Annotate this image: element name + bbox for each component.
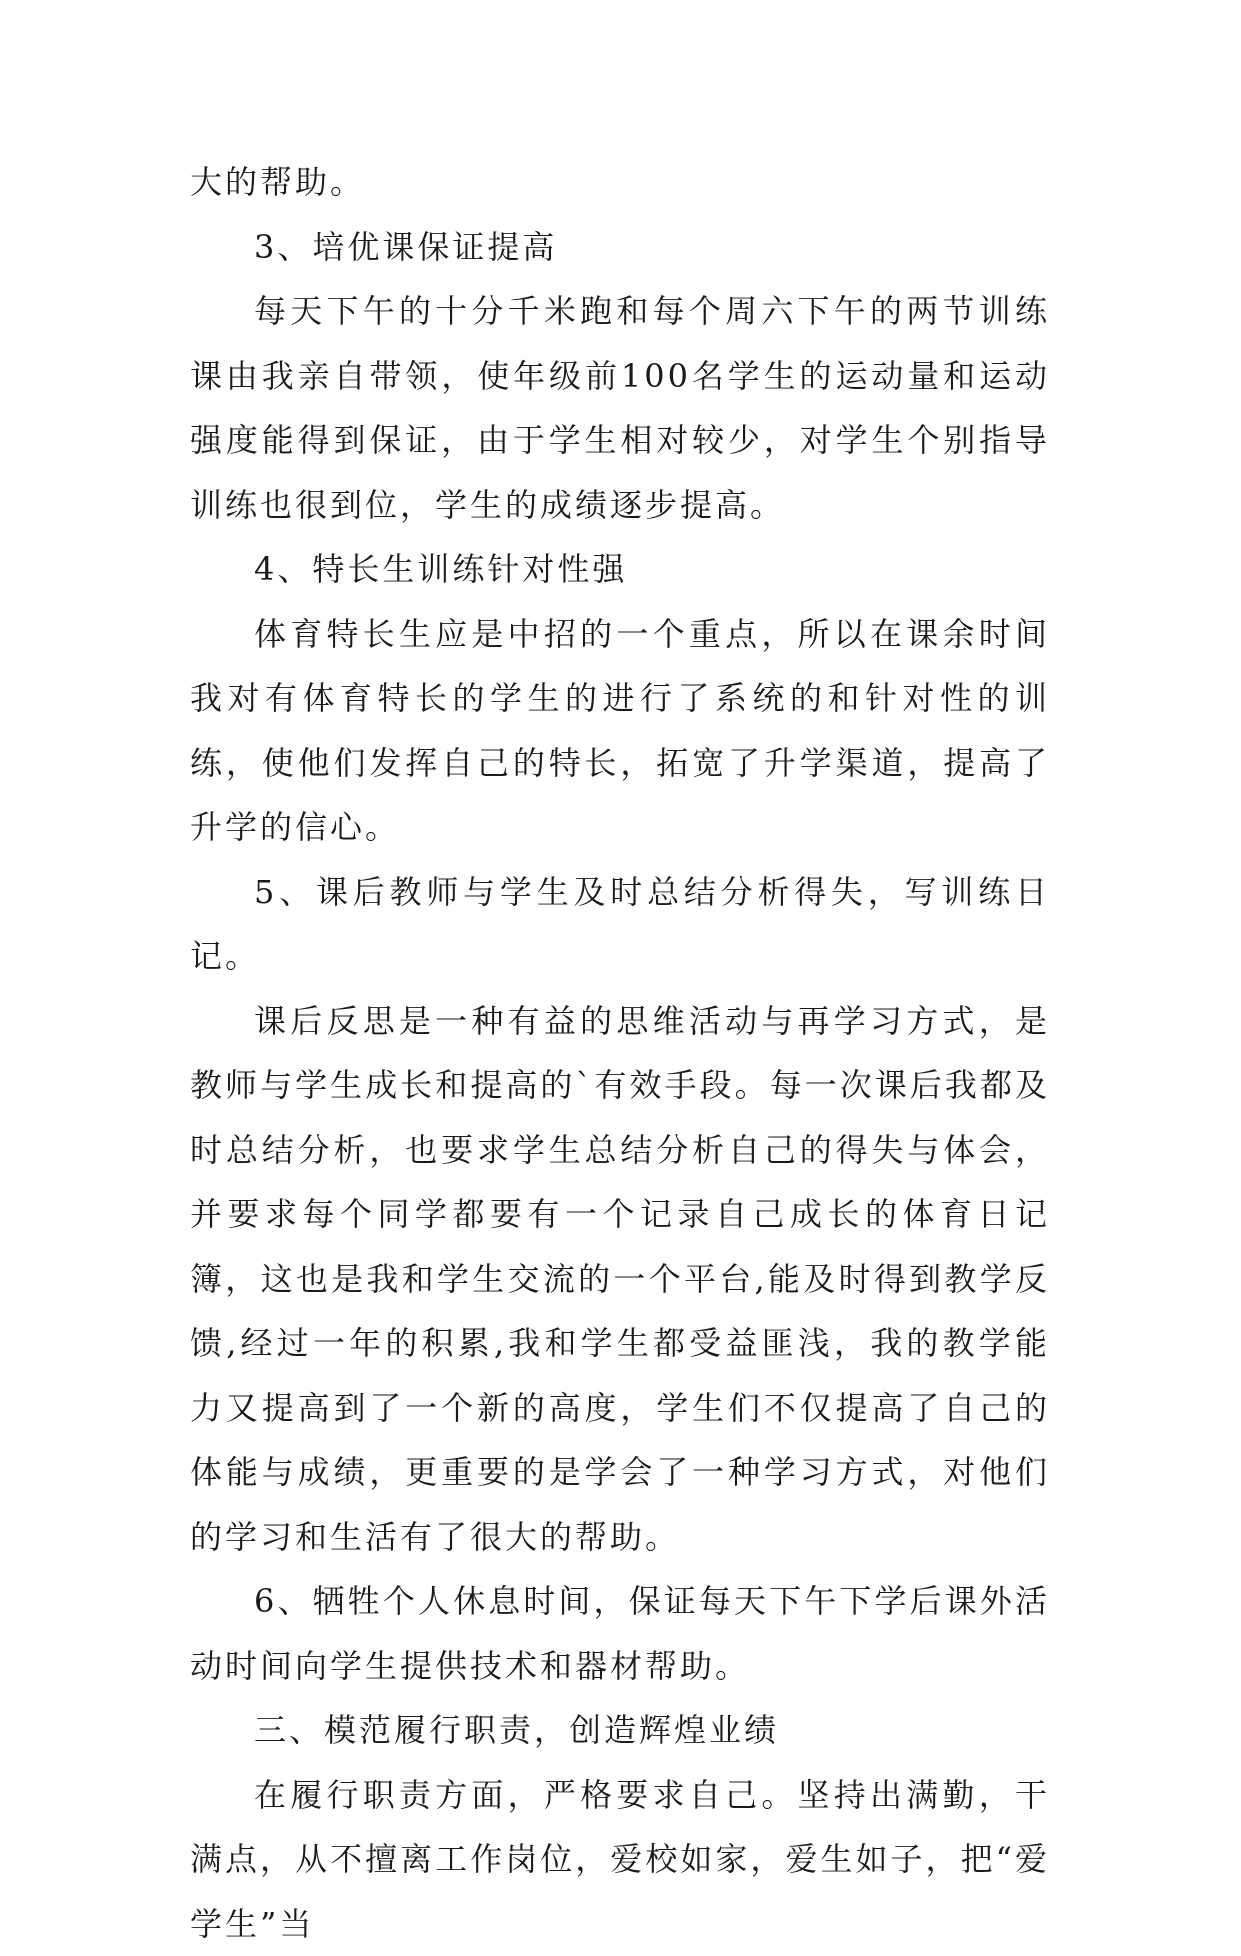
- paragraph-3: 每天下午的十分千米跑和每个周六下午的两节训练课由我亲自带领，使年级前100名学生的运动量和运动强度能得到保证，由于学生相对较少，对学生个别指导训练也很到位，学生的成绩逐步提高。: [190, 279, 1050, 537]
- chapter-heading-3: 三、模范履行职责，创造辉煌业绩: [190, 1698, 1050, 1763]
- section-heading-5: 5、课后教师与学生及时总结分析得失，写训练日记。: [190, 860, 1050, 989]
- paragraph-4: 体育特长生应是中招的一个重点，所以在课余时间我对有体育特长的学生的进行了系统的和针对性的训练，使他们发挥自己的特长，拓宽了升学渠道，提高了升学的信心。: [190, 602, 1050, 860]
- paragraph-5: 课后反思是一种有益的思维活动与再学习方式，是教师与学生成长和提高的`有效手段。每一次课后我都及时总结分析，也要求学生总结分析自己的得失与体会，并要求每个同学都要有一个记录自己成长的体育日记簿，这也是我和学生交流的一个平台,能及时得到教学反馈,经过一年的积累,我和学生都受益匪浅，我的教学能力又提高到了一个新的高度，学生们不仅提高了自己的体能与成绩，更重要的是学会了一种学习方式，对他们的学习和生活有了很大的帮助。: [190, 989, 1050, 1570]
- paragraph-duties: 在履行职责方面，严格要求自己。坚持出满勤，干满点，从不擅离工作岗位，爱校如家，爱生如子，把“爱学生”当: [190, 1763, 1050, 1956]
- section-heading-6: 6、牺牲个人休息时间，保证每天下午下学后课外活动时间向学生提供技术和器材帮助。: [190, 1569, 1050, 1698]
- document-body: [190, 150, 1050, 1956]
- section-heading-3: 3、培优课保证提高: [190, 215, 1050, 280]
- section-heading-4: 4、特长生训练针对性强: [190, 537, 1050, 602]
- paragraph-continued: 大的帮助。: [190, 150, 1050, 215]
